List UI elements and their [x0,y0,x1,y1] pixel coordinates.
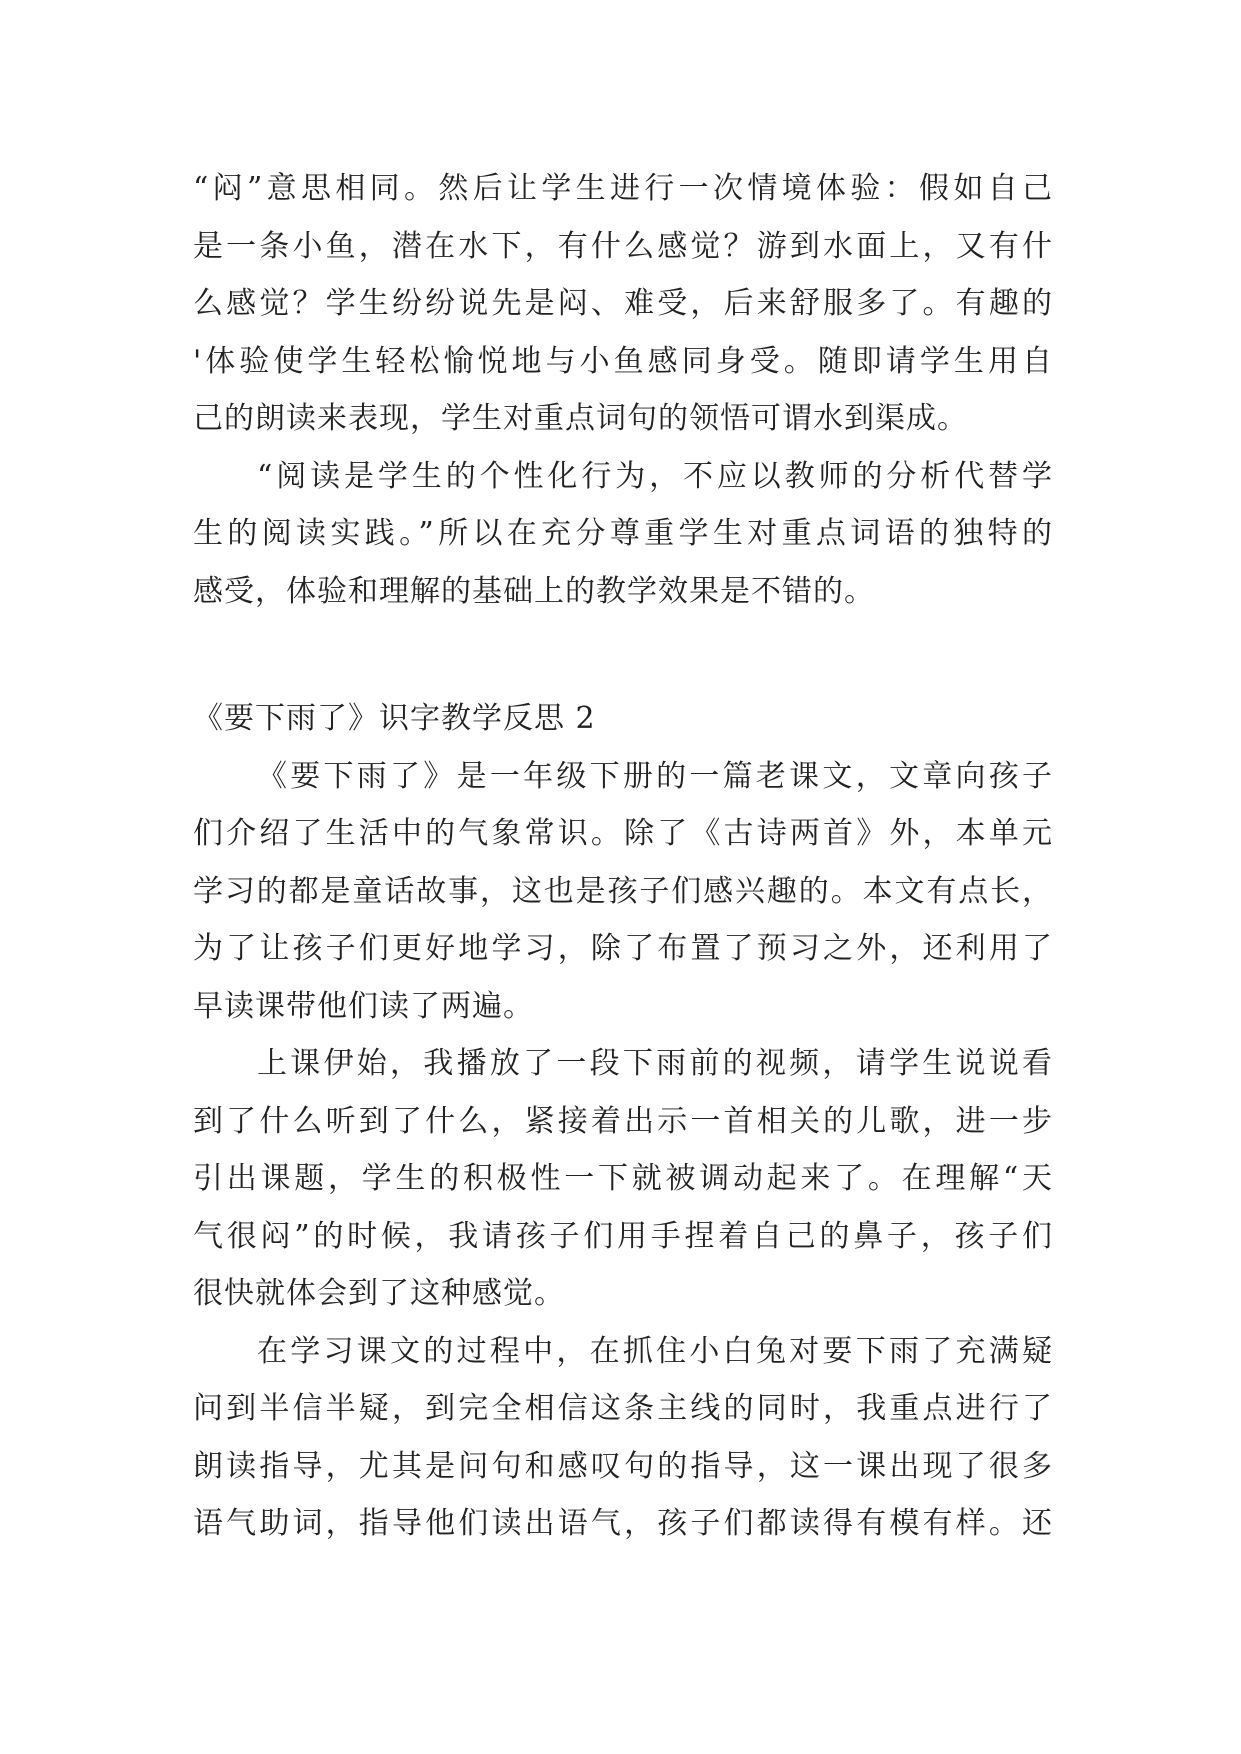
paragraph [193,1323,1053,1553]
text-line: 是一条小鱼，潜在水下，有什么感觉？游到水面上，又有什 [193,228,1053,264]
text-line: 么感觉？学生纷纷说先是闷、难受，后来舒服多了。有趣的 [193,286,1053,321]
text-line: 们介绍了生活中的气象常识。除了《古诗两首》外，本单元 [193,816,1053,851]
text-line: 感受，体验和理解的基础上的教学效果是不错的。 [193,573,875,609]
text-line: 《要下雨了》是一年级下册的一篇老课文，文章向孩子 [257,758,1053,794]
section-gap [193,620,1053,690]
text-line: 己的朗读来表现，学生对重点词句的领悟可谓水到渠成。 [193,401,968,436]
text-line: 语气助词，指导他们读出语气，孩子们都读得有模有样。还 [193,1506,1053,1541]
text-line: 朗读指导，尤其是问句和感叹句的指导，这一课出现了很多 [193,1448,1053,1484]
paragraph [193,160,1053,448]
document-page [193,160,1053,1553]
paragraph [193,1035,1053,1323]
text-line: 学习的都是童话故事，这也是孩子们感兴趣的。本文有点长， [193,873,1053,909]
text-line: 问到半信半疑，到完全相信这条主线的同时，我重点进行了 [193,1391,1053,1426]
paragraph [193,748,1053,1036]
text-line: “闷”意思相同。然后让学生进行一次情境体验：假如自己 [193,171,1053,206]
text-line: 引出课题，学生的积极性一下就被调动起来了。在理解“天 [193,1161,1053,1196]
text-line: 生的阅读实践。”所以在充分尊重学生对重点词语的独特的 [193,516,1053,551]
section-heading: 《要下雨了》识字教学反思 2 [193,701,596,736]
text-line: 上课伊始，我播放了一段下雨前的视频，请学生说说看 [257,1046,1053,1081]
text-line: '体验使学生轻松愉悦地与小鱼感同身受。随即请学生用自 [193,343,1053,379]
text-line: “阅读是学生的个性化行为，不应以教师的分析代替学 [257,458,1053,494]
text-line: 很快就体会到了这种感觉。 [193,1276,565,1311]
paragraph [193,448,1053,621]
text-line: 到了什么听到了什么，紧接着出示一首相关的儿歌，进一步 [193,1103,1053,1139]
text-line: 为了让孩子们更好地学习，除了布置了预习之外，还利用了 [193,931,1053,966]
text-line: 气很闷”的时候，我请孩子们用手捏着自己的鼻子，孩子们 [193,1218,1053,1254]
text-line: 在学习课文的过程中，在抓住小白兔对要下雨了充满疑 [257,1333,1053,1369]
text-line: 早读课带他们读了两遍。 [193,988,534,1024]
